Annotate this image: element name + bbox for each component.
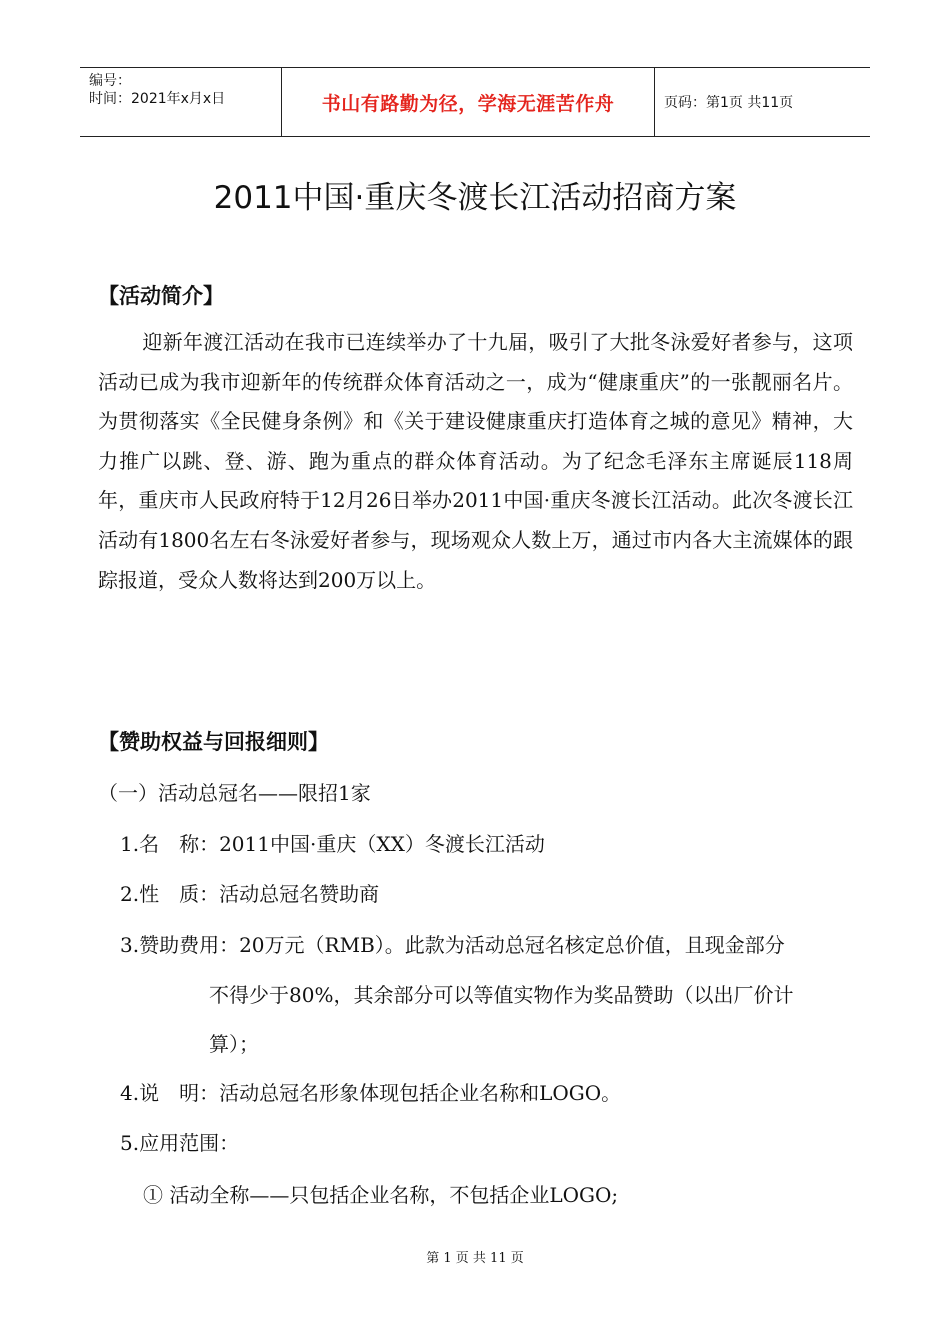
item-fee-line2: 不得少于80%，其余部分可以等值实物作为奖品赞助（以出厂价计 xyxy=(209,983,794,1007)
item-fee-line3: 算）； xyxy=(209,1032,259,1056)
intro-text: 迎新年渡江活动在我市已连续举办了十九届，吸引了大批冬泳爱好者参与，这项活动已成为我市迎新年的传统群众体育活动之一，成为“健康重庆”的一张靓丽名片。为贯彻落实《全民健身条例》和《关于建设健康重庆打造体育之城的意见》精神，大力推广以跳、登、游、跑为重点的群众体育活动。为了纪念毛泽东主席诞辰118周年，重庆市人民政府特于12月26日举办2011中国·重庆冬渡长江活动。此次冬渡长江活动有1800名左右冬泳爱好者参与，现场观众人数上万，通过市内各大主流媒体的跟踪报道，受众人数将达到200万以上。 xyxy=(98,330,853,592)
item-nature: 2.性 质：活动总冠名赞助商 xyxy=(120,882,380,906)
document-title: 2011中国·重庆冬渡长江活动招商方案 xyxy=(213,180,737,216)
time-label: 时间：2021年x月x日 xyxy=(89,91,226,107)
section-heading-intro: 【活动简介】 xyxy=(98,284,224,308)
motto-text: 书山有路勤为径，学海无涯苦作舟 xyxy=(321,92,615,115)
page-footer: 第 1 页 共 11 页 xyxy=(426,1251,524,1266)
subsection-title-naming: （一）活动总冠名——限招1家 xyxy=(98,781,371,805)
item-description: 4.说 明：活动总冠名形象体现包括企业名称和LOGO。 xyxy=(120,1081,622,1105)
number-label: 编号： xyxy=(89,73,131,89)
header-meta xyxy=(80,68,280,136)
section-heading-sponsorship: 【赞助权益与回报细则】 xyxy=(98,730,329,754)
item-name: 1.名 称：2011中国·重庆（XX）冬渡长江活动 xyxy=(120,832,545,856)
item-fee-line1: 3.赞助费用：20万元（RMB）。此款为活动总冠名核定总价值，且现金部分 xyxy=(120,933,785,957)
page-info: 页码：第1页 共11页 xyxy=(664,95,794,111)
header-table xyxy=(80,67,870,137)
header-motto-cell xyxy=(281,68,655,136)
item-scope: 5.应用范围： xyxy=(120,1131,240,1155)
item-scope-point-1: ① 活动全称——只包括企业名称，不包括企业LOGO; xyxy=(143,1183,619,1207)
intro-paragraph xyxy=(98,323,853,600)
